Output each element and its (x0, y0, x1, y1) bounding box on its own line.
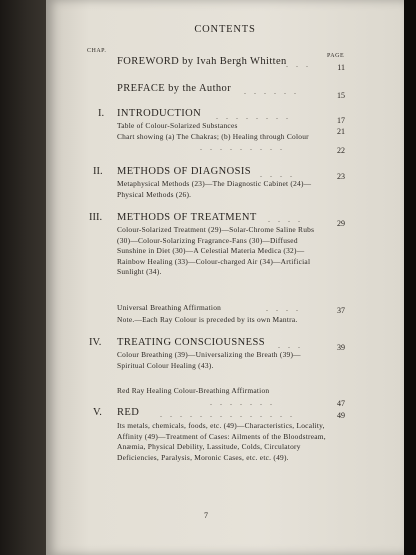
book-gutter-shadow (0, 0, 48, 555)
preface-entry: PREFACE by the Author (117, 83, 232, 94)
chapter-1-page: 22 (337, 146, 345, 155)
chapter-4-title: TREATING CONSCIOUSNESS (117, 337, 265, 348)
chapter-4-number: IV. (89, 337, 102, 348)
red-affirmation-page: 47 (337, 399, 345, 408)
chapter-2-number: II. (93, 166, 103, 177)
leader-dots: . . . (286, 60, 311, 69)
chapter-5-detail: Its metals, chemicals, foods, etc. (49)—Characteristics, Locality, Affinity (49)—Treatment of Cases: Ailments of the Bloodstream, Anæmia, Physical Debility, Lassitude, Colds, Circulatory Deficiencies, Paralysis, Moronic Cases, etc. etc. (49). (117, 421, 326, 462)
leader-dots: . . . . . . . . . . . . . . (160, 410, 295, 419)
chapter-1-sub-chart-page: 21 (337, 127, 345, 136)
foreword-page: 11 (337, 63, 345, 72)
page-number: 7 (204, 511, 208, 520)
chapter-3-number: III. (89, 212, 103, 223)
chapter-1-sub-chart: Chart showing (a) The Chakras; (b) Healing through Colour (117, 132, 309, 141)
leader-dots: . . . . (260, 170, 295, 179)
chapter-3-detail: Colour-Solarized Treatment (29)—Solar-Chrome Saline Rubs (30)—Colour-Solarizing Fragrance-Fans (30)—Diffused Sunshine in Diet (30)—A Celestial Materia Medica (32)—Rainbow Healing (33)—Colour-charged Air (34)—Artificial Sunlight (34). (117, 225, 315, 277)
chapter-4-detail: Colour Breathing (39)—Universalizing the Breath (39)—Spiritual Colour Healing (43). (117, 350, 301, 370)
chapter-2-detail: Metaphysical Methods (23)—The Diagnostic Cabinet (24)—Physical Methods (26). (117, 179, 312, 199)
chapter-1-number: I. (98, 108, 105, 119)
chapter-5-number: V. (93, 407, 102, 418)
chapter-1-sub-table: Table of Colour-Solarized Substances (117, 121, 238, 130)
leader-dots: . . . (278, 341, 303, 350)
affirmation-entry: Universal Breathing Affirmation (117, 303, 222, 312)
chapter-1-title: INTRODUCTION (117, 108, 202, 119)
leader-dots: . . . . . . . . . (200, 143, 285, 152)
chapter-2-page: 23 (337, 172, 345, 181)
chapter-4-page: 39 (337, 343, 345, 352)
chapter-3-title: METHODS OF TREATMENT (117, 212, 257, 223)
affirmation-page: 37 (337, 306, 345, 315)
leader-dots: . . . . (268, 215, 303, 224)
chapter-5-title: RED (117, 407, 140, 418)
leader-dots: . . . . . . . . (216, 112, 291, 121)
chap-column-label: CHAP. (87, 48, 107, 54)
chapter-2-title: METHODS OF DIAGNOSIS (117, 166, 252, 177)
page-title: CONTENTS (194, 24, 256, 35)
preface-page: 15 (337, 91, 345, 100)
chapter-1-sub-table-page: 17 (337, 116, 345, 125)
chapter-5-page: 49 (337, 411, 345, 420)
leader-dots: . . . . (266, 304, 301, 313)
foreword-entry: FOREWORD by Ivah Bergh Whitten (117, 56, 287, 67)
chapter-3-page: 29 (337, 219, 345, 228)
affirmation-note: Note.—Each Ray Colour is preceded by its own Mantra. (117, 315, 298, 324)
leader-dots: . . . . . . . (210, 398, 275, 407)
page-column-label: PAGE (327, 53, 345, 59)
red-affirmation-entry: Red Ray Healing Colour-Breathing Affirmation (117, 386, 270, 395)
leader-dots: . . . . . . (244, 87, 299, 96)
